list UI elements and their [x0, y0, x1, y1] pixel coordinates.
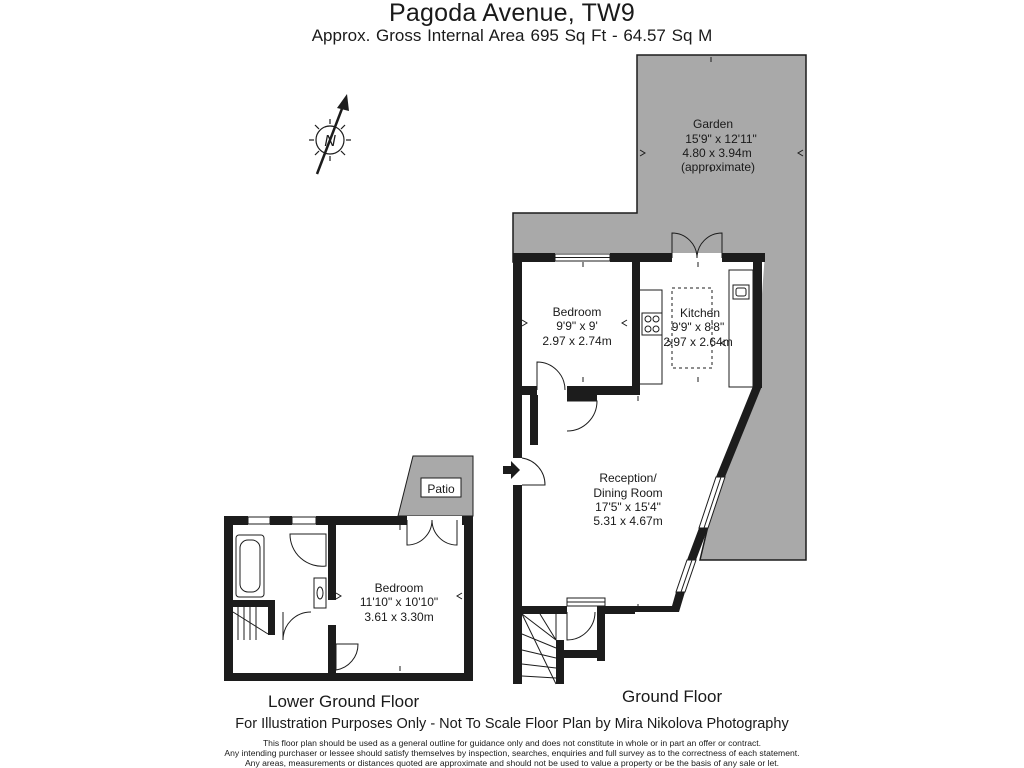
- svg-text:2.97 x 2.74m: 2.97 x 2.74m: [542, 334, 612, 348]
- patio-label: [427, 482, 455, 496]
- lower-ground-floor-label: Lower Ground Floor: [268, 692, 420, 711]
- area-prefix: Approx. Gross Internal Area: [311, 26, 525, 45]
- compass-icon: [309, 94, 351, 174]
- ground-floor-plan: [503, 233, 765, 684]
- area-separator: -: [611, 26, 618, 45]
- svg-text:Dining Room: Dining Room: [593, 486, 663, 500]
- svg-text:17'5" x 15'4": 17'5" x 15'4": [595, 500, 661, 514]
- svg-text:15'9" x 12'11": 15'9" x 12'11": [685, 132, 757, 146]
- area-sqft: 695 Sq Ft: [530, 26, 607, 45]
- disclaimer-line-2: Any intending purchaser or lessee should satisfy themselves by inspection, searches, enquiries and full survey as to the correctness of each statement.: [224, 748, 800, 758]
- svg-text:Patio: Patio: [427, 482, 455, 496]
- reception-label: [593, 471, 662, 528]
- svg-text:5.31 x 4.67m: 5.31 x 4.67m: [593, 514, 663, 528]
- svg-text:Reception/: Reception/: [599, 471, 657, 485]
- area-sqm: 64.57 Sq M: [623, 26, 713, 45]
- svg-text:Kitchen: Kitchen: [679, 306, 721, 320]
- svg-text:Garden: Garden: [692, 117, 734, 131]
- svg-text:2.97 x 2.64m: 2.97 x 2.64m: [663, 335, 733, 349]
- svg-text:9'9" x 9': 9'9" x 9': [556, 319, 598, 333]
- svg-text:4.80 x 3.94m: 4.80 x 3.94m: [682, 146, 752, 160]
- svg-text:Bedroom: Bedroom: [374, 581, 424, 595]
- svg-text:11'10" x 10'10": 11'10" x 10'10": [359, 595, 439, 609]
- svg-text:(approximate): (approximate): [680, 160, 756, 174]
- disclaimer-line-3: Any areas, measurements or distances quoted are approximate and should not be used to value a property or be the basis of any sale or let.: [244, 758, 780, 768]
- disclaimer-main: For Illustration Purposes Only - Not To Scale Floor Plan by Mira Nikolova Photography: [235, 716, 789, 732]
- svg-text:9'9" x 8'8": 9'9" x 8'8": [671, 320, 725, 334]
- svg-text:Bedroom: Bedroom: [552, 305, 602, 319]
- disclaimer-fine: [0, 738, 1024, 768]
- ground-floor-label: Ground Floor: [622, 687, 723, 706]
- disclaimer-line-1: This floor plan should be used as a general outline for guidance only and does not constitute in whole or in part an offer or contract.: [262, 738, 762, 748]
- svg-text:N: N: [324, 133, 336, 150]
- svg-text:3.61 x 3.30m: 3.61 x 3.30m: [364, 610, 434, 624]
- page-title: Pagoda Avenue, TW9: [389, 0, 635, 27]
